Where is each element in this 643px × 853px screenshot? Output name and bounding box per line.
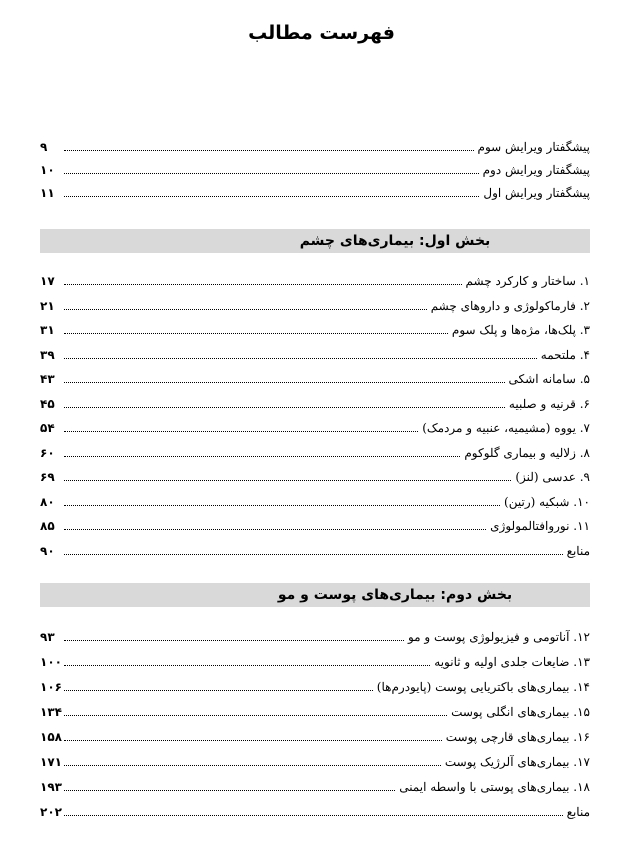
toc-entry-page: ۶۹ <box>40 470 55 484</box>
section-heading: بخش اول: بیماری‌های چشم <box>299 233 491 249</box>
toc-entry[interactable] <box>40 267 590 289</box>
toc-entry-title: منابع <box>566 805 590 819</box>
toc-entry-page: ۱۹۳ <box>40 780 62 794</box>
dot-leader <box>64 150 474 151</box>
dot-leader <box>64 554 563 555</box>
dot-leader <box>64 529 486 530</box>
dot-leader <box>64 456 460 457</box>
toc-entry-page: ۱۰۰ <box>40 655 62 669</box>
toc-entry-page: ۲۱ <box>40 298 55 313</box>
page-title: فهرست مطالب <box>248 22 395 44</box>
toc-entry-title: ۸. زلالیه و بیماری گلوکوم <box>464 445 590 460</box>
dot-leader <box>64 431 418 432</box>
toc-entry-title: ۷. یووه (مشیمیه، عنبیه و مردمک) <box>422 421 590 435</box>
dot-leader <box>64 765 441 766</box>
toc-entry-page: ۸۰ <box>40 494 55 509</box>
dot-leader <box>64 382 505 383</box>
dot-leader <box>64 740 442 741</box>
toc-entry-page: ۹۳ <box>40 630 55 644</box>
dot-leader <box>64 790 395 791</box>
toc-entry-title: ۳. پلک‌ها، مژه‌ها و پلک سوم <box>451 323 590 337</box>
toc-entry-page: ۱۰ <box>40 163 55 177</box>
toc-entry-page: ۱۷ <box>40 274 55 288</box>
toc-entry-page: ۴۳ <box>40 372 55 386</box>
dot-leader <box>64 505 500 506</box>
toc-entry-title: ۱۲. آناتومی و فیزیولوژی پوست و مو <box>407 630 590 644</box>
toc-entry-page: ۲۰۲ <box>40 805 62 819</box>
section-header-skin <box>40 583 590 607</box>
dot-leader <box>64 173 479 174</box>
toc-entry-title: ۱۱. نوروافتالمولوژی <box>490 519 590 533</box>
toc-entry-title: ۱. ساختار و کارکرد چشم <box>465 274 590 288</box>
toc-entry[interactable] <box>40 316 590 338</box>
toc-entry-title: ۵. سامانه اشکی <box>508 372 590 386</box>
toc-entry-page: ۱۰۶ <box>40 680 62 694</box>
toc-entry-title: ۱۷. بیماری‌های آلرژیک پوست <box>444 755 590 769</box>
toc-entry-title: ۱۸. بیماری‌های پوستی با واسطه ایمنی <box>399 780 590 794</box>
toc-entry-title: ۴. ملتحمه <box>540 347 590 362</box>
toc-entry[interactable] <box>40 439 590 461</box>
toc-entry[interactable] <box>40 179 590 201</box>
dot-leader <box>64 309 427 310</box>
toc-entry-page: ۹۰ <box>40 543 55 558</box>
toc-entry[interactable] <box>40 723 590 745</box>
toc-entry-page: ۱۷۱ <box>40 755 62 769</box>
toc-entry[interactable] <box>40 537 590 559</box>
toc-entry-page: ۴۵ <box>40 396 55 411</box>
toc-entry[interactable] <box>40 133 590 155</box>
toc-entry[interactable] <box>40 341 590 363</box>
toc-entry[interactable] <box>40 698 590 720</box>
toc-entry-title: ۱۴. بیماری‌های باکتریایی پوست (پایودرم‌ها) <box>376 680 590 694</box>
toc-entry-title: ۲. فارماکولوژی و داروهای چشم <box>430 298 590 313</box>
toc-entry-title: ۱۰. شبکیه (رتین) <box>504 494 590 509</box>
toc-entry-page: ۱۳۴ <box>40 705 62 719</box>
toc-entry[interactable] <box>40 748 590 770</box>
dot-leader <box>64 196 479 197</box>
toc-entry[interactable] <box>40 773 590 795</box>
dot-leader <box>64 358 537 359</box>
toc-entry-title: منابع <box>566 543 590 558</box>
section-header-eye <box>40 229 590 253</box>
toc-entry[interactable] <box>40 623 590 645</box>
dot-leader <box>64 284 462 285</box>
toc-entry-page: ۳۱ <box>40 323 55 337</box>
toc-entry-page: ۹ <box>40 140 48 154</box>
toc-entry[interactable] <box>40 365 590 387</box>
toc-entry[interactable] <box>40 488 590 510</box>
toc-entry-title: پیشگفتار ویرایش سوم <box>477 140 590 154</box>
toc-entry[interactable] <box>40 648 590 670</box>
dot-leader <box>64 665 430 666</box>
toc-entry[interactable] <box>40 463 590 485</box>
toc-entry-page: ۱۱ <box>40 186 55 200</box>
dot-leader <box>64 690 373 691</box>
dot-leader <box>64 333 448 334</box>
toc-entry-title: ۹. عدسی (لنز) <box>515 470 590 484</box>
toc-entry[interactable] <box>40 390 590 412</box>
toc-entry-title: ۱۵. بیماری‌های انگلی پوست <box>451 705 590 719</box>
toc-entry-title: ۱۳. ضایعات جلدی اولیه و ثانویه <box>434 655 590 669</box>
dot-leader <box>64 407 505 408</box>
toc-entry[interactable] <box>40 798 590 820</box>
toc-entry[interactable] <box>40 292 590 314</box>
toc-entry-page: ۵۴ <box>40 421 55 435</box>
toc-entry-title: پیشگفتار ویرایش دوم <box>482 163 590 177</box>
toc-entry[interactable] <box>40 156 590 178</box>
toc-entry-page: ۶۰ <box>40 445 55 460</box>
dot-leader <box>64 715 447 716</box>
toc-entry-page: ۱۵۸ <box>40 730 62 744</box>
toc-entry-page: ۳۹ <box>40 347 55 362</box>
dot-leader <box>64 640 404 641</box>
section-heading: بخش دوم: بیماری‌های پوست و مو <box>277 587 513 603</box>
toc-entry[interactable] <box>40 512 590 534</box>
toc-entry-title: ۶. قرنیه و صلبیه <box>508 396 590 411</box>
dot-leader <box>64 480 511 481</box>
dot-leader <box>64 815 563 816</box>
toc-entry[interactable] <box>40 673 590 695</box>
toc-entry[interactable] <box>40 414 590 436</box>
toc-entry-title: ۱۶. بیماری‌های قارچی پوست <box>445 730 590 744</box>
toc-entry-page: ۸۵ <box>40 519 55 533</box>
toc-entry-title: پیشگفتار ویرایش اول <box>483 186 590 200</box>
